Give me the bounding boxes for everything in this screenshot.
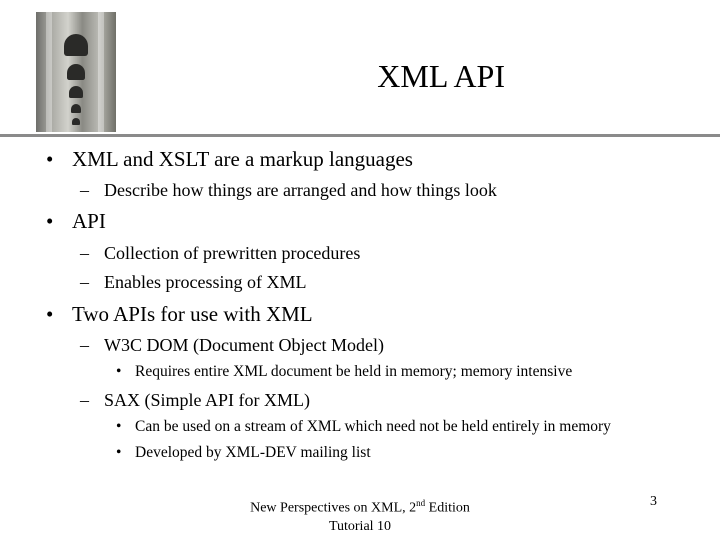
bullet-marker: • <box>116 444 122 461</box>
bullet-text: W3C DOM (Document Object Model) <box>104 335 384 355</box>
bullet-marker: • <box>116 363 122 380</box>
sub-bullet-item <box>80 335 384 356</box>
bullet-text: Collection of prewritten procedures <box>104 243 361 263</box>
photo-arch <box>67 64 85 80</box>
bullet-text: Enables processing of XML <box>104 272 307 292</box>
bullet-marker: • <box>46 302 54 326</box>
bullet-marker: – <box>80 335 89 355</box>
bullet-marker: – <box>80 272 89 292</box>
sub-sub-bullet-item <box>116 363 573 381</box>
bullet-text: Can be used on a stream of XML which need not be held entirely in memory <box>135 418 611 435</box>
footer-book-suffix: Edition <box>425 500 470 516</box>
bullet-text: XML and XSLT are a markup languages <box>72 147 413 171</box>
sub-bullet-item <box>80 272 307 293</box>
header-photo <box>36 12 116 132</box>
bullet-text: Describe how things are arranged and how things look <box>104 180 497 200</box>
footer-book-title <box>230 494 490 518</box>
slide-footer <box>230 494 490 536</box>
footer-tutorial: Tutorial 10 <box>328 518 392 534</box>
photo-arch <box>69 86 83 98</box>
bullet-marker: – <box>80 390 89 410</box>
sub-bullet-item <box>80 243 361 264</box>
sub-sub-bullet-item <box>116 418 611 436</box>
photo-arch <box>71 104 81 113</box>
photo-arch <box>64 34 88 56</box>
sub-bullet-item <box>80 390 310 411</box>
bullet-marker: • <box>116 418 122 435</box>
photo-column <box>46 12 52 132</box>
bullet-text: Two APIs for use with XML <box>72 302 313 326</box>
bullet-item <box>46 147 413 172</box>
page-number: 3 <box>650 494 657 509</box>
title-divider <box>0 134 720 137</box>
slide-title: XML API <box>377 58 505 94</box>
bullet-text: Developed by XML-DEV mailing list <box>135 444 371 461</box>
bullet-text: API <box>72 209 106 233</box>
bullet-text: Requires entire XML document be held in memory; memory intensive <box>135 363 573 380</box>
bullet-marker: – <box>80 243 89 263</box>
footer-book-sup: nd <box>416 498 426 508</box>
bullet-item <box>46 209 106 234</box>
sub-sub-bullet-item <box>116 444 371 462</box>
bullet-marker: • <box>46 147 54 171</box>
sub-bullet-item <box>80 180 497 201</box>
photo-arch <box>72 118 80 125</box>
bullet-item <box>46 302 313 327</box>
bullet-text: SAX (Simple API for XML) <box>104 390 310 410</box>
photo-column <box>98 12 104 132</box>
footer-book-prefix: New Perspectives on XML, 2 <box>250 500 417 516</box>
bullet-marker: • <box>46 209 54 233</box>
bullet-marker: – <box>80 180 89 200</box>
